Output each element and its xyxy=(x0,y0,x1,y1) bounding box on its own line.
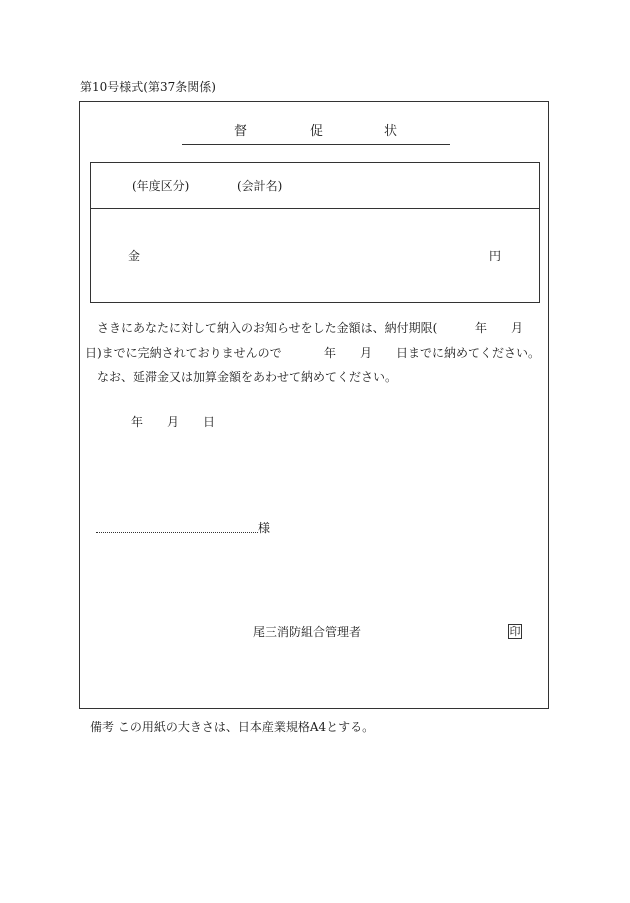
fiscal-year-label: (年度区分) xyxy=(132,179,190,193)
issue-date-day: 日 xyxy=(203,415,216,429)
account-name-label: (会計名) xyxy=(237,179,283,193)
recipient-name-line xyxy=(96,532,258,533)
issuer-name: 尾三消防組合管理者 xyxy=(253,625,362,639)
seal-mark-text: 印 xyxy=(509,625,521,638)
amount-box-divider xyxy=(90,208,540,209)
notice-line-2-year: 年 xyxy=(324,346,337,360)
title-char-1: 督 xyxy=(234,124,248,139)
notice-line-2-month: 月 xyxy=(360,346,373,360)
amount-prefix: 金 xyxy=(128,249,141,263)
issue-date-month: 月 xyxy=(167,415,180,429)
title-char-3: 状 xyxy=(384,124,398,139)
title-underline xyxy=(182,144,450,145)
form-number-label: 第10号様式(第37条関係) xyxy=(80,80,216,94)
notice-line-1-month: 月 xyxy=(511,321,524,335)
seal-mark xyxy=(508,624,522,639)
notice-line-2-deadline: 日までに納めてください。 xyxy=(396,346,541,360)
notice-line-2: 日)までに完納されておりませんので xyxy=(85,346,282,360)
amount-suffix: 円 xyxy=(489,249,502,263)
footer-note: 備考 この用紙の大きさは、日本産業規格A4とする。 xyxy=(90,720,375,734)
recipient-honorific: 様 xyxy=(258,521,271,535)
notice-line-1-year: 年 xyxy=(475,321,488,335)
notice-line-1: さきにあなたに対して納入のお知らせをした金額は、納付期限( xyxy=(97,321,438,335)
issue-date-year: 年 xyxy=(131,415,144,429)
title-char-2: 促 xyxy=(310,124,324,139)
notice-line-3: なお、延滞金又は加算金額をあわせて納めてください。 xyxy=(97,370,398,384)
